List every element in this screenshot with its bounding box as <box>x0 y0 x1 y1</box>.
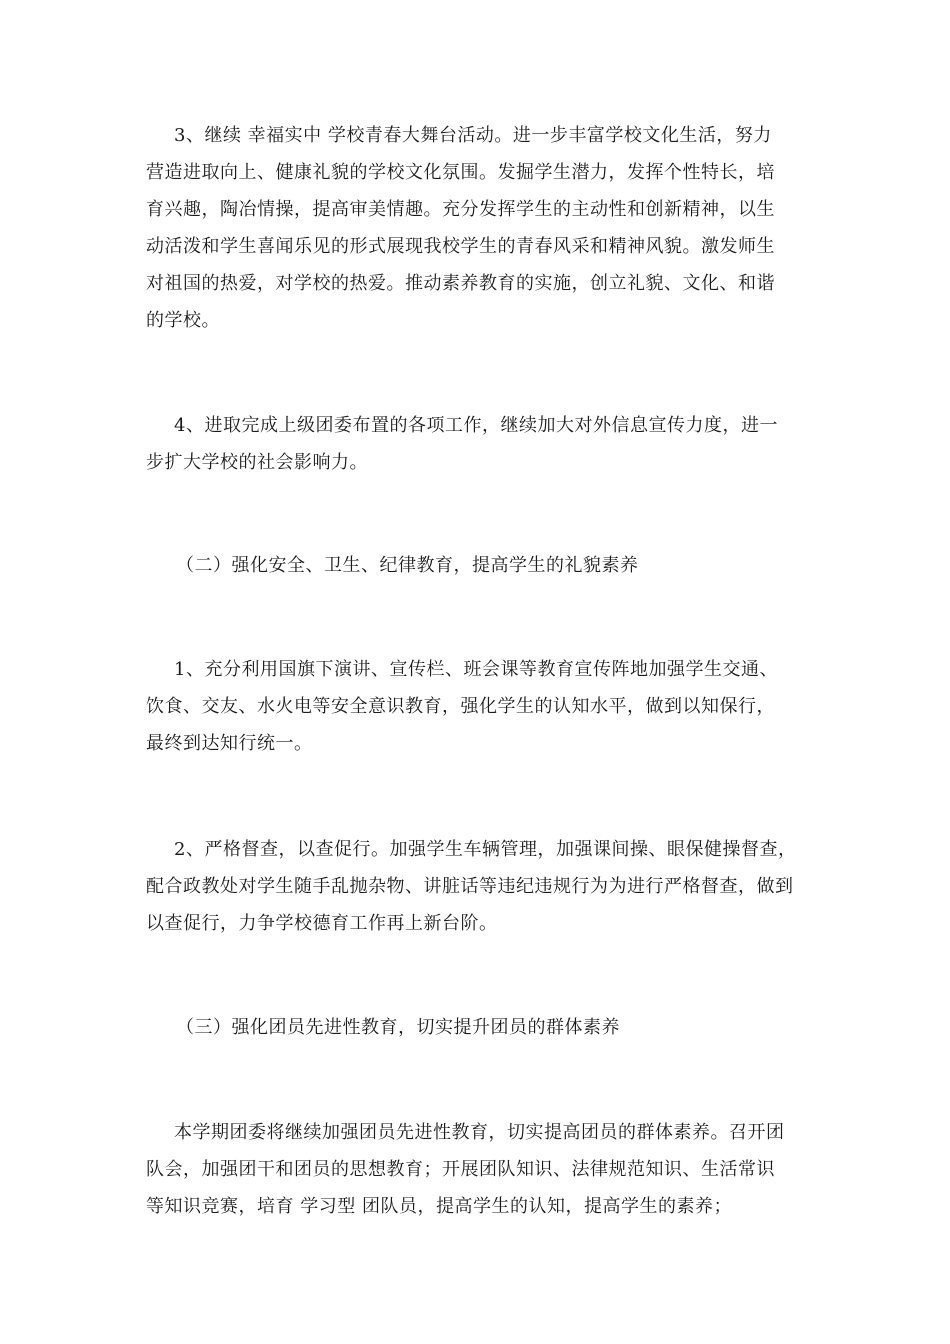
text-line: 以查促行，力争学校德育工作再上新台阶。 <box>146 913 498 934</box>
paragraph-body <box>146 1114 808 1225</box>
text-line: 步扩大学校的社会影响力。 <box>146 452 368 473</box>
text-line: 营造进取向上、健康礼貌的学校文化氛围。发掘学生潜力，发挥个性特长，培 <box>146 162 775 183</box>
text-line: 动活泼和学生喜闻乐见的形式展现我校学生的青春风采和精神风貌。激发师生 <box>146 236 775 257</box>
text-line: 等知识竞赛，培育 学习型 团队员，提高学生的认知，提高学生的素养； <box>146 1196 732 1217</box>
text-line: 饮食、交友、水火电等安全意识教育，强化学生的认知水平，做到以知保行， <box>146 696 775 717</box>
heading-text: （二）强化安全、卫生、纪律教育，提高学生的礼貌素养 <box>176 555 639 576</box>
text-line: 3、继续 幸福实中 学校青春大舞台活动。进一步丰富学校文化生活，努力 <box>174 125 772 146</box>
paragraph-item-2 <box>146 831 808 942</box>
heading-text: （三）强化团员先进性教育，切实提升团员的群体素养 <box>176 1017 620 1038</box>
text-line: 4、进取完成上级团委布置的各项工作，继续加大对外信息宣传力度，进一 <box>174 415 778 436</box>
paragraph-item-3 <box>146 117 808 339</box>
text-line: 本学期团委将继续加强团员先进性教育，切实提高团员的群体素养。召开团 <box>174 1122 785 1143</box>
text-line: 育兴趣，陶冶情操，提高审美情趣。充分发挥学生的主动性和创新精神，以生 <box>146 199 775 220</box>
text-line: 1、充分利用国旗下演讲、宣传栏、班会课等教育宣传阵地加强学生交通、 <box>174 659 778 680</box>
paragraph-item-4 <box>146 407 808 481</box>
text-line: 队会，加强团干和团员的思想教育；开展团队知识、法律规范知识、生活常识 <box>146 1159 775 1180</box>
text-line: 配合政教处对学生随手乱抛杂物、讲脏话等违纪违规行为为进行严格督查，做到 <box>146 876 794 897</box>
section-heading-2 <box>146 547 808 584</box>
text-line: 2、严格督查，以查促行。加强学生车辆管理，加强课间操、眼保健操督查， <box>174 839 797 860</box>
text-line: 的学校。 <box>146 310 220 331</box>
text-line: 最终到达知行统一。 <box>146 733 313 754</box>
paragraph-item-1 <box>146 651 808 762</box>
text-line: 对祖国的热爱，对学校的热爱。推动素养教育的实施，创立礼貌、文化、和谐 <box>146 273 775 294</box>
section-heading-3 <box>146 1009 808 1046</box>
